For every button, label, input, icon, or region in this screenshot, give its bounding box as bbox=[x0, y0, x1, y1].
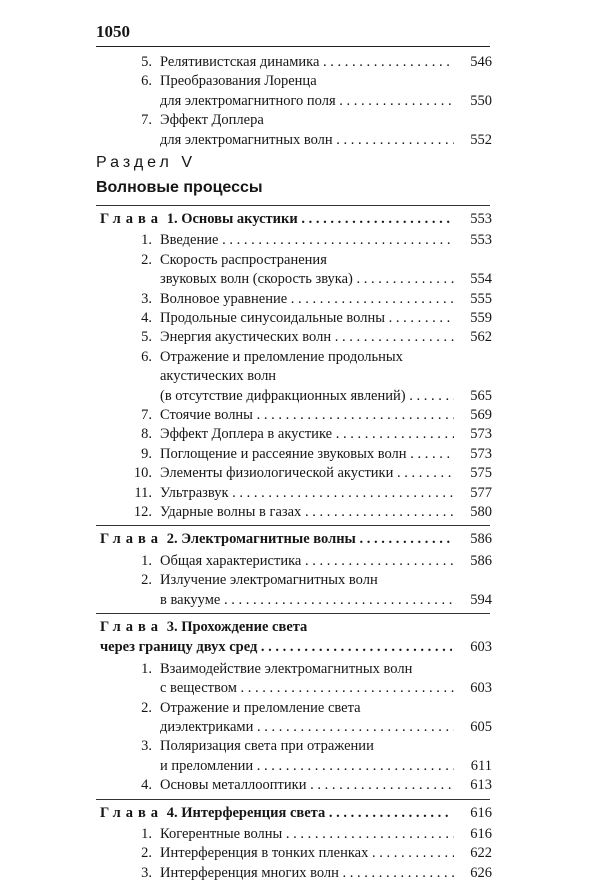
toc-entry-page: 559 bbox=[454, 308, 492, 328]
toc-entry-number: 1. bbox=[141, 660, 152, 677]
toc-entry-line bbox=[0, 570, 600, 590]
chapter-rule bbox=[96, 613, 490, 614]
toc-entry-title: (в отсутствие дифракционных явлений) . . . bbox=[160, 386, 460, 406]
toc-entry-title: с веществом . . . bbox=[160, 678, 460, 698]
toc-entry-title: Волновое уравнение . . . bbox=[160, 289, 460, 309]
toc-entry-number: 2. bbox=[141, 572, 152, 589]
toc-entry-title: Когерентные волны . . . bbox=[160, 824, 460, 844]
toc-entry-line bbox=[0, 289, 600, 309]
toc-entry-page: 603 bbox=[454, 678, 492, 698]
toc-entry-title: Взаимодействие электромагнитных волн bbox=[160, 660, 413, 677]
toc-entry-number: 1. bbox=[141, 826, 152, 842]
chapter-heading-line bbox=[0, 637, 600, 657]
toc-entry-page: 594 bbox=[454, 590, 492, 610]
toc-entry-page: 552 bbox=[454, 130, 492, 150]
toc-entry-line bbox=[0, 824, 600, 844]
toc-entry-line bbox=[0, 736, 600, 756]
toc-entry-page: 616 bbox=[454, 824, 492, 844]
toc-entry-number: 4. bbox=[141, 777, 152, 794]
toc-entry-line bbox=[0, 659, 600, 679]
toc-entry-line bbox=[0, 717, 600, 737]
chapter-label: Глава bbox=[100, 211, 164, 227]
toc-entry-number: 3. bbox=[141, 864, 152, 881]
chapter-title bbox=[100, 803, 452, 823]
toc-entry-title: Ультразвук . . . bbox=[160, 483, 460, 503]
toc-entry-title: для электромагнитного поля . . . bbox=[160, 91, 460, 111]
toc-entry-title: в вакууме . . . bbox=[160, 590, 460, 610]
toc-entry-line bbox=[0, 405, 600, 425]
chapter-rule bbox=[96, 525, 490, 526]
toc-entry-number: 5. bbox=[141, 329, 152, 346]
chapter-label: Глава bbox=[100, 619, 164, 635]
toc-entry-title: и преломлении . . . bbox=[160, 756, 460, 776]
toc-entry-line bbox=[0, 110, 600, 130]
toc-entry-line bbox=[0, 52, 600, 72]
toc-entry-page: 550 bbox=[454, 91, 492, 111]
toc-entry-page: 555 bbox=[454, 289, 492, 309]
toc-entry-title: Поглощение и рассеяние звуковых волн . . . bbox=[160, 444, 460, 464]
chapter-title-text: через границу двух сред bbox=[100, 639, 258, 656]
toc-entry-title: Отражение и преломление продольных bbox=[160, 348, 403, 365]
toc-entry-line bbox=[0, 863, 600, 883]
toc-entry-number: 5. bbox=[141, 54, 152, 70]
toc-entry-line bbox=[0, 756, 600, 776]
toc-entry-line bbox=[0, 308, 600, 328]
toc-entry-line bbox=[0, 386, 600, 406]
page-number: 1050 bbox=[96, 22, 130, 41]
toc-entry-line bbox=[0, 130, 600, 150]
toc-entry-number: 12. bbox=[133, 504, 152, 520]
section-title: Волновые процессы bbox=[96, 179, 263, 196]
toc-entry-title: диэлектриками . . . bbox=[160, 717, 460, 737]
toc-entry-title: Введение . . . bbox=[160, 230, 460, 250]
toc-entry-number: 7. bbox=[141, 112, 152, 129]
toc-entry-line bbox=[0, 250, 600, 270]
toc-entry-line bbox=[0, 483, 600, 503]
toc-entry-title: Продольные синусоидальные волны . . . bbox=[160, 308, 460, 328]
toc-entry-title: Эффект Доплера в акустике . . . bbox=[160, 424, 460, 444]
toc-entry-title: Интерференция многих волн . . . bbox=[160, 863, 460, 883]
toc-entry-title: Эффект Доплера bbox=[160, 112, 264, 129]
chapter-title bbox=[100, 209, 452, 229]
toc-entry-line bbox=[0, 590, 600, 610]
toc-entry-page: 577 bbox=[454, 483, 492, 503]
toc-entry-page: 622 bbox=[454, 843, 492, 863]
toc-entry-page: 569 bbox=[454, 405, 492, 425]
toc-entry-page: 565 bbox=[454, 386, 492, 406]
toc-entry-line bbox=[0, 551, 600, 571]
toc-entry-page: 611 bbox=[454, 756, 492, 776]
toc-entry-line bbox=[0, 230, 600, 250]
chapter-rule bbox=[96, 205, 490, 206]
chapter-page: 586 bbox=[454, 529, 492, 549]
toc-entry-line bbox=[0, 71, 600, 91]
chapter-title-text: 1. Основы акустики bbox=[166, 211, 298, 227]
chapter-title bbox=[100, 617, 452, 637]
chapter-page: 603 bbox=[454, 637, 492, 657]
chapter-label: Глава bbox=[100, 804, 164, 821]
toc-entry-title: Скорость распространения bbox=[160, 251, 327, 268]
toc-entry-line bbox=[0, 269, 600, 289]
chapter-title-text: 2. Электромагнитные волны bbox=[166, 531, 356, 548]
toc-entry-number: 1. bbox=[141, 552, 152, 569]
toc-entry-title: Основы металлооптики . . . bbox=[160, 775, 460, 795]
chapter-page: 616 bbox=[454, 803, 492, 823]
toc-entry-title: Излучение электромагнитных волн bbox=[160, 572, 378, 589]
header-rule bbox=[96, 46, 490, 47]
chapter-title bbox=[100, 637, 452, 657]
chapter-heading-line bbox=[0, 617, 600, 637]
toc-entry-number: 3. bbox=[141, 290, 152, 307]
toc-entry-page: 546 bbox=[454, 52, 492, 72]
chapter-title bbox=[100, 529, 452, 549]
section-label: Раздел V bbox=[96, 154, 196, 171]
toc-entry-page: 613 bbox=[454, 775, 492, 795]
toc-entry-title: Преобразования Лоренца bbox=[160, 73, 317, 90]
toc-entry-number: 2. bbox=[141, 845, 152, 862]
toc-entry-number: 2. bbox=[141, 699, 152, 716]
toc-entry-number: 1. bbox=[141, 232, 152, 249]
toc-entry-line bbox=[0, 347, 600, 367]
toc-entry-page: 553 bbox=[454, 230, 492, 250]
toc-entry-page: 586 bbox=[454, 551, 492, 571]
toc-entry-page: 573 bbox=[454, 424, 492, 444]
toc-entry-number: 3. bbox=[141, 738, 152, 755]
toc-entry-number: 2. bbox=[141, 251, 152, 268]
toc-entry-number: 7. bbox=[141, 407, 152, 423]
toc-entry-title: Стоячие волны . . . bbox=[160, 405, 460, 425]
toc-entry-number: 4. bbox=[141, 310, 152, 326]
toc-entry-line bbox=[0, 698, 600, 718]
toc-entry-page: 562 bbox=[454, 327, 492, 347]
toc-entry-title: Общая характеристика . . . bbox=[160, 551, 460, 571]
toc-entry-line bbox=[0, 327, 600, 347]
toc-entry-title: для электромагнитных волн . . . bbox=[160, 130, 460, 150]
toc-entry-page: 575 bbox=[454, 463, 492, 483]
chapter-title-text: 4. Интерференция света bbox=[166, 804, 326, 821]
chapter-heading-line bbox=[0, 209, 600, 229]
toc-entry-title: акустических волн bbox=[160, 368, 277, 385]
toc-entry-line bbox=[0, 463, 600, 483]
toc-entry-title: Релятивистская динамика . . . bbox=[160, 52, 460, 72]
toc-entry-line bbox=[0, 91, 600, 111]
toc-entry-line bbox=[0, 366, 600, 386]
toc-entry-page: 626 bbox=[454, 863, 492, 883]
toc-entry-number: 6. bbox=[141, 73, 152, 90]
toc-entry-title: Элементы физиологической акустики . . . bbox=[160, 463, 460, 483]
toc-entry-number: 11. bbox=[134, 484, 152, 501]
toc-entry-number: 10. bbox=[133, 465, 152, 482]
toc-entry-number: 8. bbox=[141, 426, 152, 443]
toc-entry-line bbox=[0, 775, 600, 795]
chapter-heading-line bbox=[0, 529, 600, 549]
toc-entry-page: 554 bbox=[454, 269, 492, 289]
toc-entry-line bbox=[0, 502, 600, 522]
toc-entry-title: Интерференция в тонких пленках . . . bbox=[160, 843, 460, 863]
toc-entry-title: Ударные волны в газах . . . bbox=[160, 502, 460, 522]
toc-entry-number: 9. bbox=[141, 445, 152, 462]
chapter-heading-line bbox=[0, 803, 600, 823]
toc-entry-line bbox=[0, 424, 600, 444]
toc-entry-line bbox=[0, 678, 600, 698]
chapter-page: 553 bbox=[454, 209, 492, 229]
toc-entry-page: 573 bbox=[454, 444, 492, 464]
toc-entry-title: звуковых волн (скорость звука) . . . bbox=[160, 269, 460, 289]
toc-entry-line bbox=[0, 444, 600, 464]
chapter-title-text: 3. Прохождение света bbox=[166, 619, 308, 635]
toc-entry-line bbox=[0, 843, 600, 863]
chapter-label: Глава bbox=[100, 531, 164, 548]
chapter-rule bbox=[96, 799, 490, 800]
toc-entry-title: Поляризация света при отражении bbox=[160, 738, 374, 755]
toc-entry-title: Энергия акустических волн . . . bbox=[160, 327, 460, 347]
toc-entry-page: 605 bbox=[454, 717, 492, 737]
toc-entry-number: 6. bbox=[141, 348, 152, 365]
toc-entry-page: 580 bbox=[454, 502, 492, 522]
toc-entry-title: Отражение и преломление света bbox=[160, 699, 361, 716]
